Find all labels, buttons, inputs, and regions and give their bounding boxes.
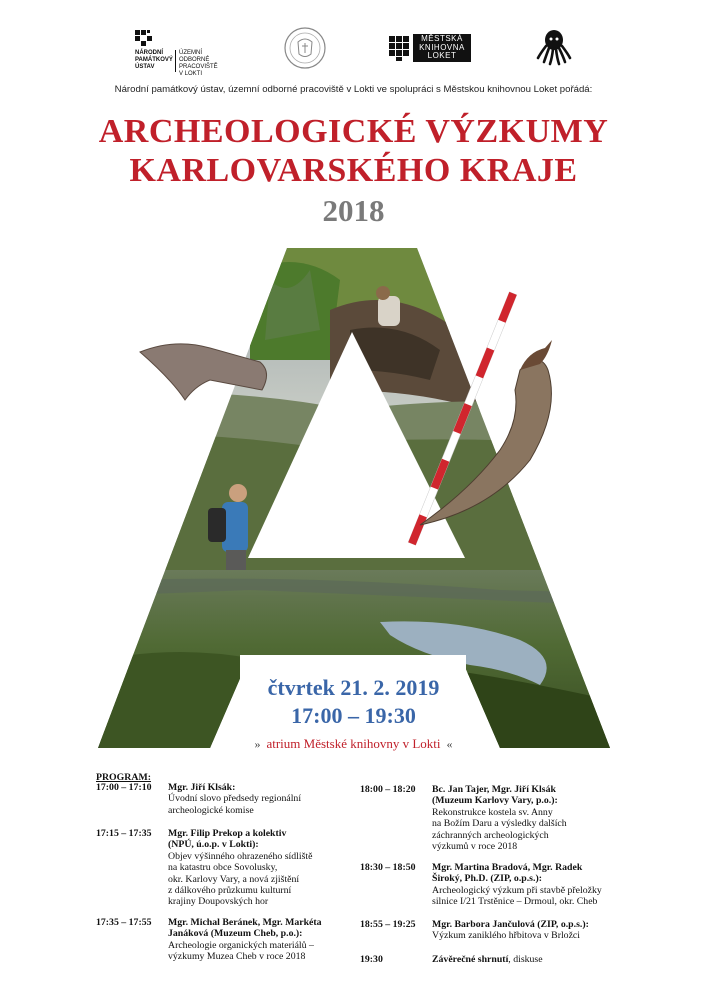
event-title-line-1: ARCHEOLOGICKÉ VÝZKUMY bbox=[98, 113, 609, 150]
event-datetime bbox=[0, 674, 707, 730]
program-topic: Archeologický výzkum při stavbě přeložky silnice I/21 Trstěnice – Drmoul, okr. Cheb bbox=[432, 884, 602, 908]
program-time: 17:35 – 17:55 bbox=[96, 917, 152, 928]
program-speaker: Mgr. Barbora Jančulová (ZIP, o.p.s.): bbox=[432, 919, 589, 930]
program-topic: Archeologie organických materiálů – výzkumy Muzea Cheb v roce 2018 bbox=[168, 939, 314, 963]
program-speaker: Závěrečné shrnutí bbox=[432, 954, 509, 965]
organizer-intro: Národní památkový ústav, územní odborné pracoviště v Lokti ve spolupráci s Městskou knihovnou Loket pořádá: bbox=[114, 84, 593, 95]
octopus-icon bbox=[536, 28, 572, 66]
program-speaker: Bc. Jan Tajer, Mgr. Jiří Klsák (Muzeum Karlovy Vary, p.o.): bbox=[432, 784, 558, 807]
program-speaker: Mgr. Jiří Klsák: bbox=[168, 782, 236, 793]
npu-mark-icon bbox=[135, 30, 153, 46]
program-time: 18:55 – 19:25 bbox=[360, 919, 416, 930]
npu-office-name: ÚZEMNÍ ODBORNÉ PRACOVIŠTĚ V LOKTI bbox=[179, 50, 218, 77]
npu-divider bbox=[175, 50, 176, 72]
program-topic: Výzkum zaniklého hřbitova v Brložci bbox=[432, 930, 581, 942]
seal-icon bbox=[283, 26, 327, 70]
event-title bbox=[0, 112, 707, 190]
program-topic: Úvodní slovo předsedy regionální archeologické komise bbox=[168, 793, 302, 816]
library-logo bbox=[387, 32, 473, 66]
venue-arrow-left: » bbox=[254, 737, 261, 751]
program-speaker: Mgr. Michal Beránek, Mgr. Markéta Janáková (Muzeum Cheb, p.o.): bbox=[168, 917, 322, 940]
event-title-line-2: KARLOVARSKÉHO KRAJE bbox=[129, 152, 578, 189]
event-time: 17:00 – 19:30 bbox=[291, 703, 416, 728]
event-venue bbox=[0, 736, 707, 752]
event-year: 2018 bbox=[322, 193, 385, 228]
program-topic: , diskuse bbox=[508, 954, 543, 965]
program-time: 19:30 bbox=[360, 954, 383, 965]
venue-arrow-right: « bbox=[446, 737, 453, 751]
program-heading: PROGRAM: bbox=[96, 772, 151, 783]
npu-name: NÁRODNÍ PAMÁTKOVÝ ÚSTAV bbox=[135, 50, 173, 70]
npu-logo bbox=[135, 30, 225, 77]
venue-name: atrium Městské knihovny v Lokti bbox=[266, 736, 441, 751]
program-topic: Objev výšinného ohrazeného sídliště na katastru obce Sovolusky, okr. Karlovy Vary, a nová zjištění z dálkového průzkumu kulturní krajiny Doupovských hor bbox=[168, 850, 313, 908]
program-topic: Rekonstrukce kostela sv. Anny na Božím Daru a výsledky dalších záchranných archeologických výzkumů v roce 2018 bbox=[432, 806, 567, 853]
program-time: 18:30 – 18:50 bbox=[360, 862, 416, 873]
logo-bar bbox=[0, 26, 707, 77]
program-time: 18:00 – 18:20 bbox=[360, 784, 416, 795]
program-speaker: Mgr. Filip Prekop a kolektiv (NPÚ, ú.o.p. v Lokti): bbox=[168, 828, 287, 851]
program-section bbox=[0, 772, 707, 1000]
event-date: čtvrtek 21. 2. 2019 bbox=[267, 675, 440, 700]
program-speaker: Mgr. Martina Bradová, Mgr. Radek Široký, Ph.D. (ZIP, o.p.s.): bbox=[432, 862, 583, 885]
program-time: 17:15 – 17:35 bbox=[96, 828, 152, 839]
library-name: MĚSTSKÁ KNIHOVNA LOKET bbox=[413, 34, 471, 62]
program-time: 17:00 – 17:10 bbox=[96, 782, 152, 793]
